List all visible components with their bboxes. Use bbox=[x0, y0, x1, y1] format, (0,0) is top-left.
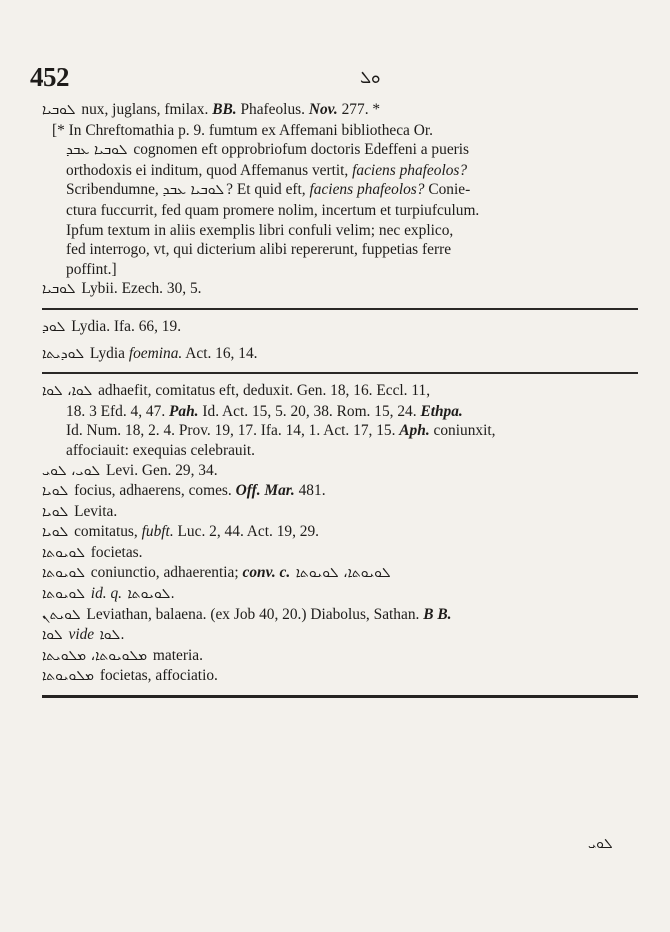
note-line-8: poffint.] bbox=[66, 260, 117, 278]
note-line-3: orthodoxis ei inditum, quod Affemanus vertit, faciens phafeolos? bbox=[66, 161, 468, 179]
bottom-rule bbox=[42, 695, 638, 698]
entry-levita: ܠܘܝܐ Levita. bbox=[42, 502, 118, 520]
entry-adhaesit-2: 18. 3 Efd. 4, 47. Pah. Id. Act. 15, 5. 20, 38. Rom. 15, 24. Ethpa. bbox=[66, 402, 463, 420]
entry-levi: ܠܘܝ، ܠܘܝ Levi. Gen. 29, 34. bbox=[42, 461, 218, 479]
note-line-2: ܠܘܒܝܐ ܥܒܕ cognomen eft opprobriofum doctoris Edeffeni a pueris bbox=[66, 141, 470, 159]
catchword: ܠܘܝ bbox=[588, 836, 613, 852]
dictionary-text bbox=[42, 100, 638, 705]
page-number: 452 bbox=[30, 62, 69, 92]
section-rule bbox=[42, 372, 638, 374]
entry-luzo: ܠܘܒܝܐ nux, juglans, fmilax. BB. Phafeolus. Nov. 277. * bbox=[42, 101, 381, 118]
syriac-headword: ܠܘܒܝܐ bbox=[42, 102, 76, 118]
note-line-4: Scribendumne, ܠܘܒܝܐ ܥܒܕ ? Et quid eft, faciens phafeolos? Conie- bbox=[66, 181, 471, 199]
entry-adhaesit-1: ܠܘܐ، ܠܘܐ adhaefit, comitatus eft, deduxit. Gen. 18, 16. Eccl. 11, bbox=[42, 382, 431, 400]
running-head: ܘܠ bbox=[360, 68, 381, 88]
entry-coniunctio: ܠܘܝܘܬܐ coniunctio, adhaerentia; conv. c. ܠܘܝܘܬܐ، ܠܘܝܘܬܐ bbox=[42, 564, 391, 582]
entry-comitatus: ܠܘܝܐ comitatus, fubft. Luc. 2, 44. Act. 19, 29. bbox=[42, 523, 320, 541]
entry-leviathan: ܠܘܝܬܢ Leviathan, balaena. (ex Job 40, 20.) Diabolus, Sathan. B B. bbox=[42, 605, 452, 623]
entry-lydia-fem: ܠܘܕܝܬܐ Lydia foemina. Act. 16, 14. bbox=[42, 344, 258, 362]
entry-societas: ܠܘܝܘܬܐ focietas. bbox=[42, 543, 143, 561]
entry-socius: ܠܘܝܐ focius, adhaerens, comes. Off. Mar. 481. bbox=[42, 482, 326, 500]
page-header bbox=[30, 62, 640, 92]
entry-idq: ܠܘܝܘܬܐ id. q. ܠܘܝܘܬܐ. bbox=[42, 585, 175, 603]
note-line-6: Ipfum textum in aliis exemplis libri confuli velim; nec explico, bbox=[66, 221, 454, 239]
entry-societas-2: ܡܠܘܝܘܬܐ focietas, affociatio. bbox=[42, 667, 218, 685]
entry-adhaesit-4: affociauit: exequias celebrauit. bbox=[66, 441, 256, 459]
note-line-1: [* In Chreftomathia p. 9. fumtum ex Affemani bibliotheca Or. bbox=[52, 121, 433, 139]
note-line-7: fed interrogo, vt, qui dicterium alibi repererunt, fuppetias ferre bbox=[66, 241, 452, 259]
section-rule bbox=[42, 308, 638, 310]
entry-vide: ܠܘܐ vide ܠܘܐ. bbox=[42, 626, 125, 644]
entry-lydia: ܠܘܕ Lydia. Ifa. 66, 19. bbox=[42, 317, 182, 335]
note-line-5: ctura fuccurrit, fed quam promere nolim, incertum et turpiufculum. bbox=[66, 201, 480, 219]
entry-adhaesit-3: Id. Num. 18, 2. 4. Prov. 19, 17. Ifa. 14, 1. Act. 17, 15. Aph. coniunxit, bbox=[66, 422, 496, 440]
entry-lubii: ܠܘܒܝܐ Lybii. Ezech. 30, 5. bbox=[42, 280, 202, 298]
entry-materia: ܡܠܘܝܘܬܐ، ܡܠܘܝܬܐ materia. bbox=[42, 646, 203, 664]
